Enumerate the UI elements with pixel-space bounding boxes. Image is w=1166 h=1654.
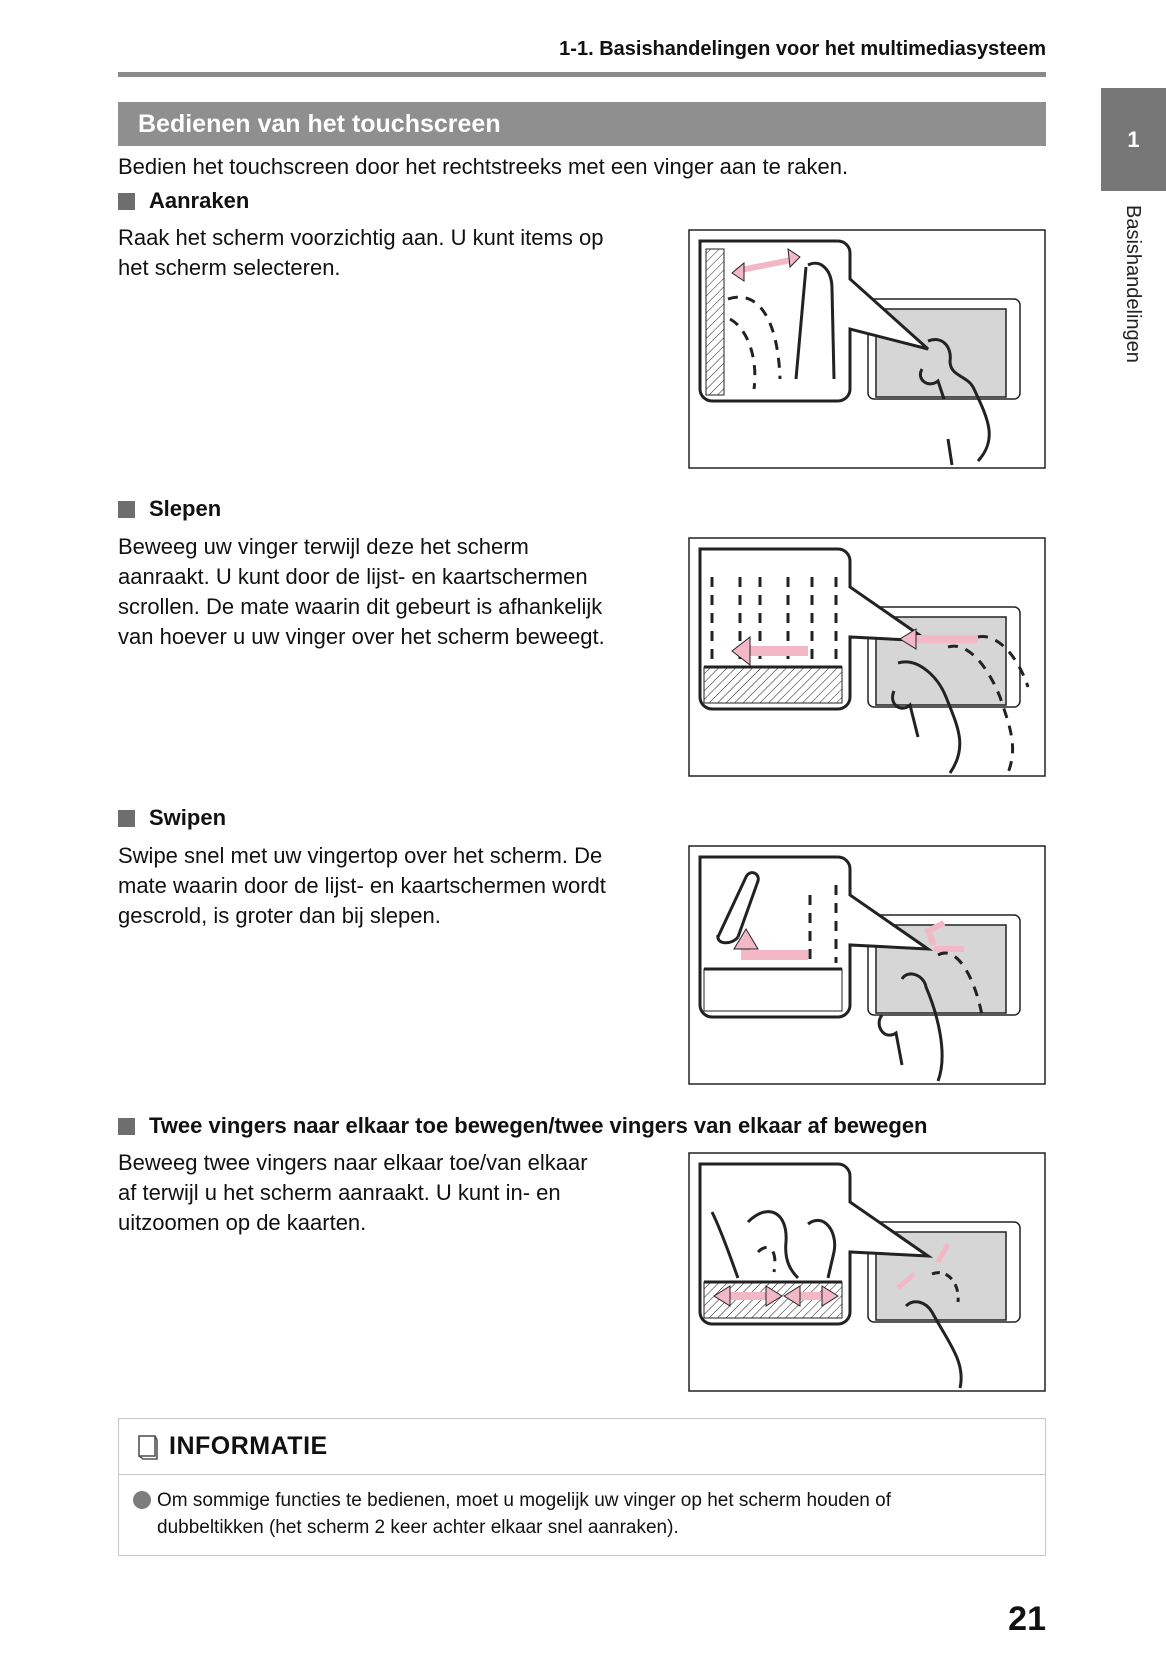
tap-gesture-icon [688, 229, 1046, 469]
body-line: Beweeg uw vinger terwijl deze het scherm [118, 534, 529, 559]
bullet-square-icon [118, 193, 135, 210]
body-slepen [118, 532, 678, 652]
section-title: Bedienen van het touchscreen [118, 102, 1046, 146]
subheading-text: Twee vingers naar elkaar toe bewegen/twee vingers van elkaar af bewegen [149, 1113, 928, 1138]
bullet-square-icon [118, 810, 135, 827]
body-line: aanraakt. U kunt door de lijst- en kaartschermen [118, 564, 588, 589]
information-box [118, 1418, 1046, 1556]
drag-gesture-icon [688, 537, 1046, 777]
illustration-swipe [688, 845, 1046, 1085]
book-icon [137, 1434, 159, 1460]
information-title: INFORMATIE [169, 1432, 328, 1460]
body-swipen [118, 841, 678, 931]
header-rule [118, 72, 1046, 77]
body-line: gescrold, is groter dan bij slepen. [118, 903, 441, 928]
information-header [119, 1419, 1045, 1475]
illustration-drag [688, 537, 1046, 777]
bullet-dot-icon [133, 1491, 151, 1509]
subheading-swipen [118, 803, 226, 833]
swipe-gesture-icon [688, 845, 1046, 1085]
information-body [119, 1487, 1045, 1541]
bullet-square-icon [118, 1118, 135, 1135]
page-number: 21 [1008, 1600, 1046, 1638]
body-line: mate waarin door de lijst- en kaartschermen wordt [118, 873, 606, 898]
chapter-tab [1101, 88, 1166, 191]
body-line: Raak het scherm voorzichtig aan. U kunt items op [118, 225, 604, 250]
subheading-text: Swipen [149, 805, 227, 830]
bullet-square-icon [118, 501, 135, 518]
body-line: het scherm selecteren. [118, 255, 341, 280]
pinch-gesture-icon [688, 1152, 1046, 1392]
body-line: Swipe snel met uw vingertop over het scherm. De [118, 843, 603, 868]
chapter-number: 1 [1127, 126, 1140, 152]
body-line: uitzoomen op de kaarten. [118, 1210, 367, 1235]
body-line: scrollen. De mate waarin dit gebeurt is afhankelijk [118, 594, 603, 619]
subheading-slepen [118, 494, 221, 524]
body-line: af terwijl u het scherm aanraakt. U kunt in- en [118, 1180, 561, 1205]
running-header: 1-1. Basishandelingen voor het multimediasysteem [559, 38, 1046, 60]
subheading-aanraken [118, 186, 249, 216]
information-line: dubbeltikken (het scherm 2 keer achter elkaar snel aanraken). [157, 1517, 679, 1538]
body-line: Beweeg twee vingers naar elkaar toe/van elkaar [118, 1150, 588, 1175]
section-intro: Bedien het touchscreen door het rechtstreeks met een vinger aan te raken. [118, 154, 849, 179]
chapter-side-label-wrap [1101, 205, 1166, 395]
information-line: Om sommige functies te bedienen, moet u mogelijk uw vinger op het scherm houden of [157, 1490, 891, 1511]
body-line: van hoever u uw vinger over het scherm beweegt. [118, 624, 605, 649]
body-aanraken [118, 223, 678, 283]
subheading-text: Aanraken [149, 188, 250, 213]
chapter-side-label: Basishandelingen [1122, 205, 1144, 363]
subheading-text: Slepen [149, 496, 222, 521]
subheading-pinch [118, 1111, 928, 1141]
illustration-tap [688, 229, 1046, 469]
illustration-pinch [688, 1152, 1046, 1392]
body-pinch [118, 1148, 678, 1238]
